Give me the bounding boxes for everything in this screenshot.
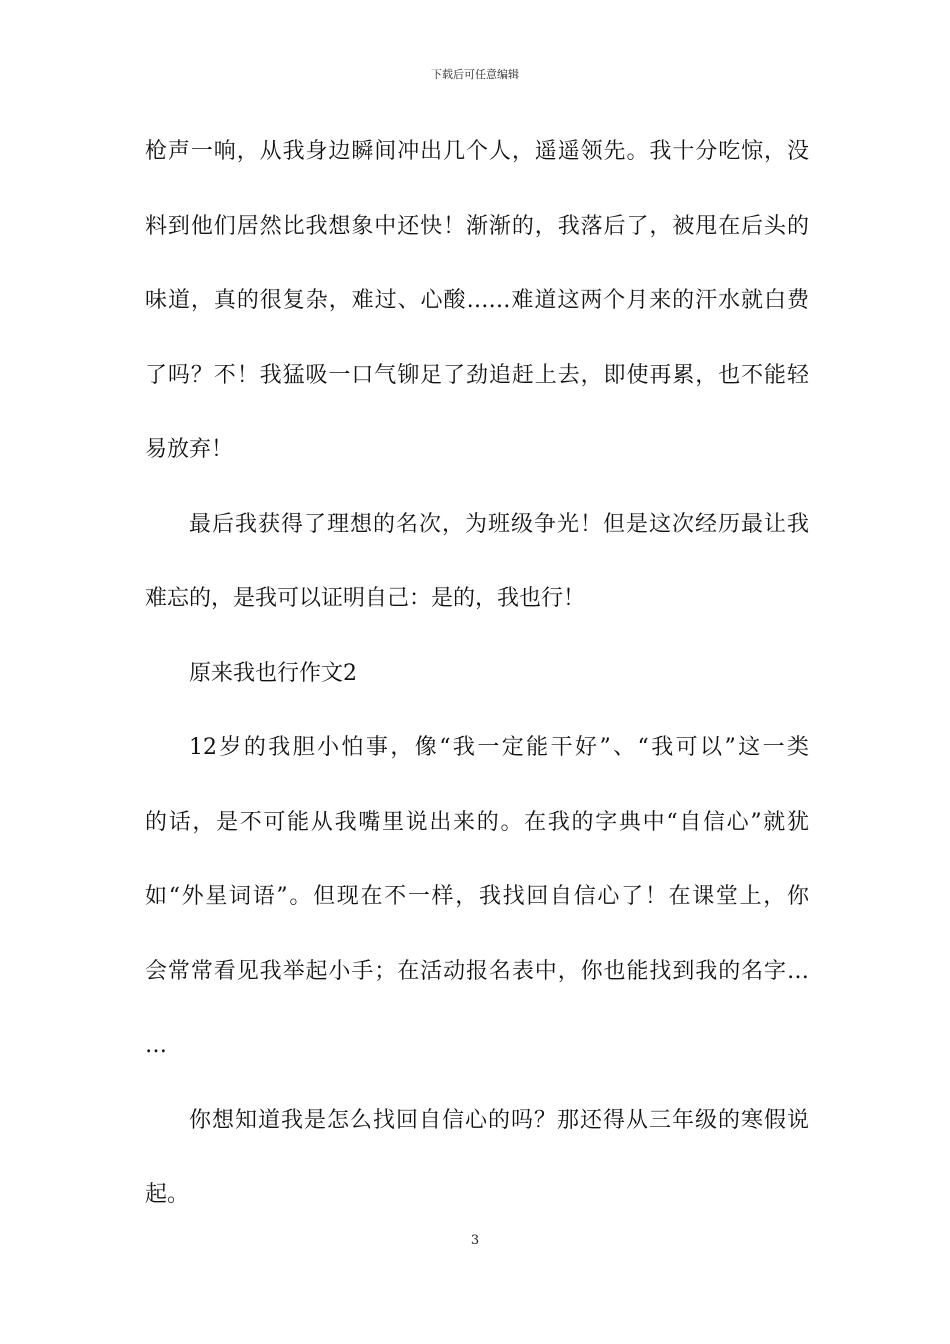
text-line: 你想知道我是怎么找回自信心的吗？那还得从三年级的寒假说	[189, 1107, 809, 1133]
text-line: 了吗？不！我猛吸一口气铆足了劲追赶上去，即使再累，也不能轻	[145, 362, 809, 388]
text-line: 味道，真的很复杂，难过、心酸……难道这两个月来的汗水就白费	[145, 288, 809, 313]
document-body	[145, 130, 809, 1248]
text-line: 会常常看见我举起小手；在活动报名表中，你也能找到我的名字…	[145, 958, 809, 984]
text-line: 易放弃！	[145, 437, 234, 462]
text-line: 难忘的，是我可以证明自己：是的，我也行！	[145, 586, 586, 611]
section-title: 原来我也行作文2	[189, 660, 357, 686]
text-line: 起。	[145, 1182, 190, 1207]
page-number: 3	[470, 1233, 480, 1248]
text-line: 最后我获得了理想的名次，为班级争光！但是这次经历最让我	[189, 511, 809, 537]
text-line: 如“外星词语”。但现在不一样，我找回自信心了！在课堂上，你	[145, 884, 809, 909]
text-line: 12岁的我胆小怕事，像“我一定能干好”、“我可以”这一类	[189, 735, 809, 760]
page-header: 下载后可任意编辑	[431, 68, 519, 81]
text-line: 的话，是不可能从我嘴里说出来的。在我的字典中“自信心”就犹	[145, 809, 809, 835]
text-line: 料到他们居然比我想象中还快！渐渐的，我落后了，被甩在后头的	[145, 213, 809, 239]
text-line: 枪声一响，从我身边瞬间冲出几个人，遥遥领先。我十分吃惊，没	[145, 139, 809, 164]
text-line: …	[145, 1033, 167, 1058]
